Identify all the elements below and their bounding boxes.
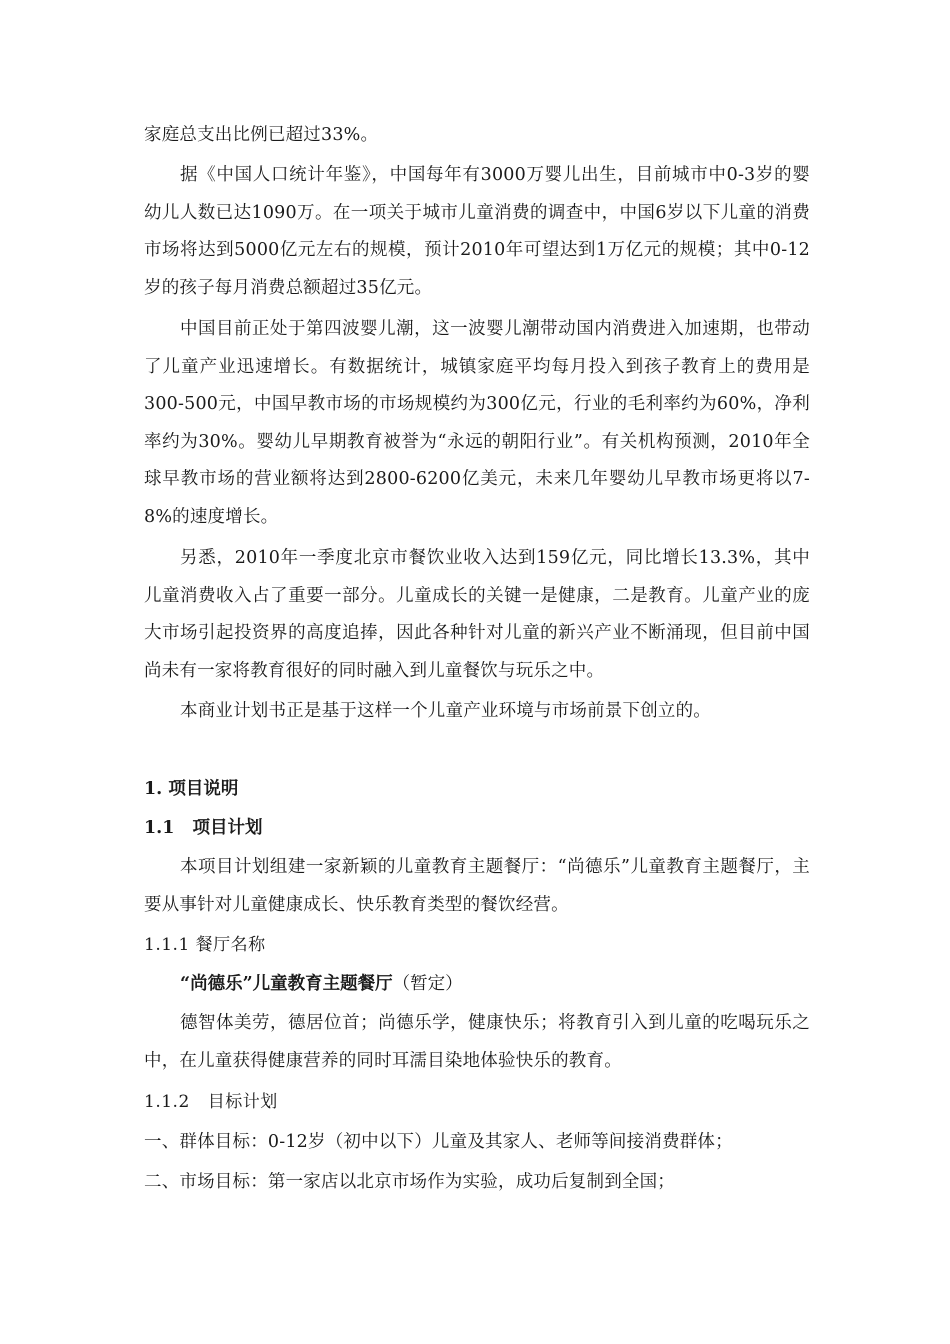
- subsection-number: 1.1: [144, 818, 175, 838]
- subsection-heading-plan: [144, 810, 262, 848]
- paragraph-continued: 家庭总支出比例已超过33%。: [144, 125, 379, 145]
- paragraph-motto: 德智体美劳，德居位首；尚德乐学，健康快乐；将教育引入到儿童的吃喝玩乐之中，在儿童获得健康营养的同时耳濡目染地体验快乐的教育。: [144, 1013, 810, 1071]
- goal-market: 二、市场目标：第一家店以北京市场作为实验，成功后复制到全国；: [144, 1172, 675, 1192]
- restaurant-name: “尚德乐”儿童教育主题餐厅: [180, 974, 393, 994]
- paragraph-baby-boom: 中国目前正处于第四波婴儿潮，这一波婴儿潮带动国内消费进入加速期，也带动了儿童产业迅速增长。有数据统计，城镇家庭平均每月投入到孩子教育上的费用是300-500元，中国早教市场的市场规模约为300亿元，行业的毛利率约为60%，净利率约为30%。婴幼儿早期教育被誉为“永远的朝阳行业”。有关机构预测，2010年全球早教市场的营业额将达到2800-6200亿美元，未来几年婴幼儿早教市场更将以7-8%的速度增长。: [144, 319, 810, 527]
- section-heading-project: 1. 项目说明: [144, 779, 239, 799]
- subsection-label-target-plan: [144, 1084, 278, 1122]
- goal-audience: 一、群体目标：0-12岁（初中以下）儿童及其家人、老师等间接消费群体；: [144, 1132, 733, 1152]
- subsection-title: 项目计划: [192, 818, 263, 838]
- paragraph-population-statistics: 据《中国人口统计年鉴》，中国每年有3000万婴儿出生，目前城市中0-3岁的婴幼儿人数已达1090万。在一项关于城市儿童消费的调查中，中国6岁以下儿童的消费市场将达到5000亿元左右的规模，预计2010年可望达到1万亿元的规模；其中0-12岁的孩子每月消费总额超过35亿元。: [144, 165, 810, 298]
- paragraph-project-intro: 本项目计划组建一家新颖的儿童教育主题餐厅：“尚德乐”儿童教育主题餐厅，主要从事针对儿童健康成长、快乐教育类型的餐饮经营。: [144, 857, 810, 915]
- paragraph-beijing-dining: 另悉，2010年一季度北京市餐饮业收入达到159亿元，同比增长13.3%，其中儿童消费收入占了重要一部分。儿童成长的关键一是健康，二是教育。儿童产业的庞大市场引起投资界的高度追捧，因此各种针对儿童的新兴产业不断涌现，但目前中国尚未有一家将教育很好的同时融入到儿童餐饮与玩乐之中。: [144, 548, 810, 681]
- subsection-label-restaurant-name: 1.1.1 餐厅名称: [144, 935, 266, 955]
- restaurant-name-line: [180, 966, 463, 1004]
- subsection-title-target: 目标计划: [207, 1092, 278, 1112]
- paragraph-plan-basis: 本商业计划书正是基于这样一个儿童产业环境与市场前景下创立的。: [180, 701, 711, 721]
- subsection-number-target: 1.1.2: [144, 1092, 190, 1112]
- restaurant-name-note: （暂定）: [392, 974, 463, 994]
